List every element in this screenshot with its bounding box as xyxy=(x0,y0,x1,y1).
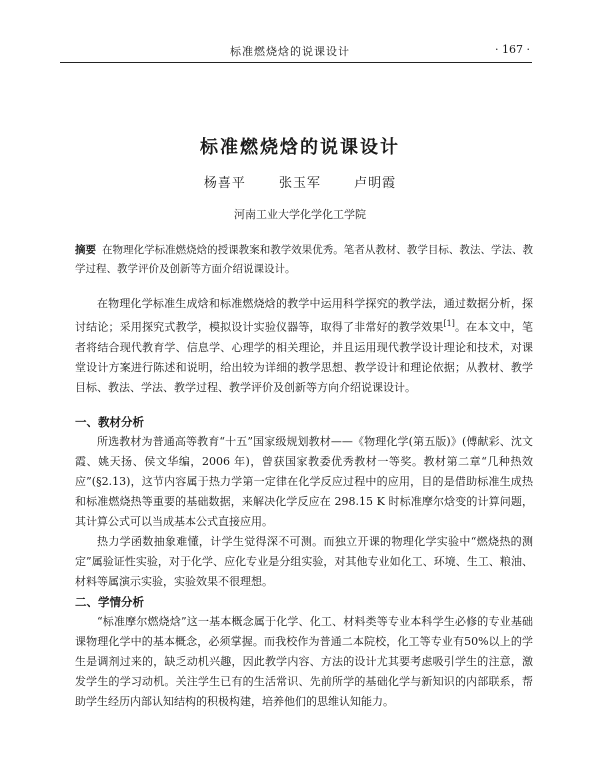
intro-text-cont: 。在本文中，笔者将结合现代教育学、信息学、心理学的相关理论，并且运用现代教学设计理论和技术，对课堂设计方案进行陈述和说明，给出较为详细的教学思想、教学设计和理论依据；从教材、教学目标、教法、学法、教学过程、教学评价及创新等方向介绍说课设计。 xyxy=(75,320,534,394)
body-paragraph: “标准摩尔燃烧焓”这一基本概念属于化学、化工、材料类等专业本科学生必修的专业基础课物理化学中的基本概念，必须掌握。而我校作为普通二本院校，化工等专业有50%以上的学生是调剂过来的，缺乏动机兴趣，因此教学内容、方法的设计尤其要考虑吸引学生的注意，激发学生的学习动机。关注学生已有的生活常识、先前所学的基础化学与新知识的内部联系，帮助学生经历内部认知结构的积极构建，培养他们的思维认知能力。 xyxy=(75,615,533,708)
citation: [1] xyxy=(443,319,455,328)
author-name: 张玉军 xyxy=(278,176,321,191)
intro-text: 在物理化学标准生成焓和标准燃烧焓的教学中运用科学探究的教学法，通过数据分析，探讨结论；采用探究式教学，模拟设计实验仪器等，取得了非常好的教学效果 xyxy=(75,297,533,334)
body-paragraph: 热力学函数抽象难懂，计学生觉得深不可测。而独立开课的物理化学实验中“燃烧热的测定”属验证性实验，对于化学、应化专业是分组实验，对其他专业如化工、环境、生工、粮油、材料等属演示实验，实验效果不很理想。 xyxy=(75,535,533,588)
abstract-label: 摘要 xyxy=(75,244,97,256)
author-name: 杨喜平 xyxy=(203,176,246,191)
author-list xyxy=(0,172,600,191)
abstract xyxy=(75,241,533,279)
abstract-text: 在物理化学标准燃烧焓的授课教案和教学效果优秀。笔者从教材、教学目标、教法、学法、教学过程、教学评价及创新等方面介绍说课设计。 xyxy=(75,244,534,275)
running-title: 标准燃烧焓的说课设计 xyxy=(230,45,350,58)
section-heading: 二、学情分析 xyxy=(75,595,144,609)
section-learner-analysis xyxy=(75,592,533,712)
article-title: 标准燃烧焓的说课设计 xyxy=(200,137,400,158)
intro-section xyxy=(75,294,533,398)
author-name: 卢明霞 xyxy=(354,176,397,191)
body-paragraph: 所选教材为普通高等教育“十五”国家级规划教材——《物理化学(第五版)》(傅献彩、沈文霞、姚天扬、侯文华编，2006 年)，曾获国家教委优秀教材一等奖。教材第二章“几种热效应”(§2.13)，这节内容属于热力学第一定律在化学反应过程中的应用，目的是借助标准生成热和标准燃烧热等重要的基础数据，来解决化学反应在 298.15 K 时标准摩尔焓变的计算问题，其计算公式可以当成基本公式直接应用。 xyxy=(75,435,533,528)
section-textbook-analysis xyxy=(75,412,533,592)
affiliation: 河南工业大学化学化工学院 xyxy=(234,208,366,221)
page-number: · 167 · xyxy=(495,43,530,56)
section-heading: 一、教材分析 xyxy=(75,415,144,429)
running-header xyxy=(60,40,532,63)
intro-paragraph xyxy=(75,294,533,398)
